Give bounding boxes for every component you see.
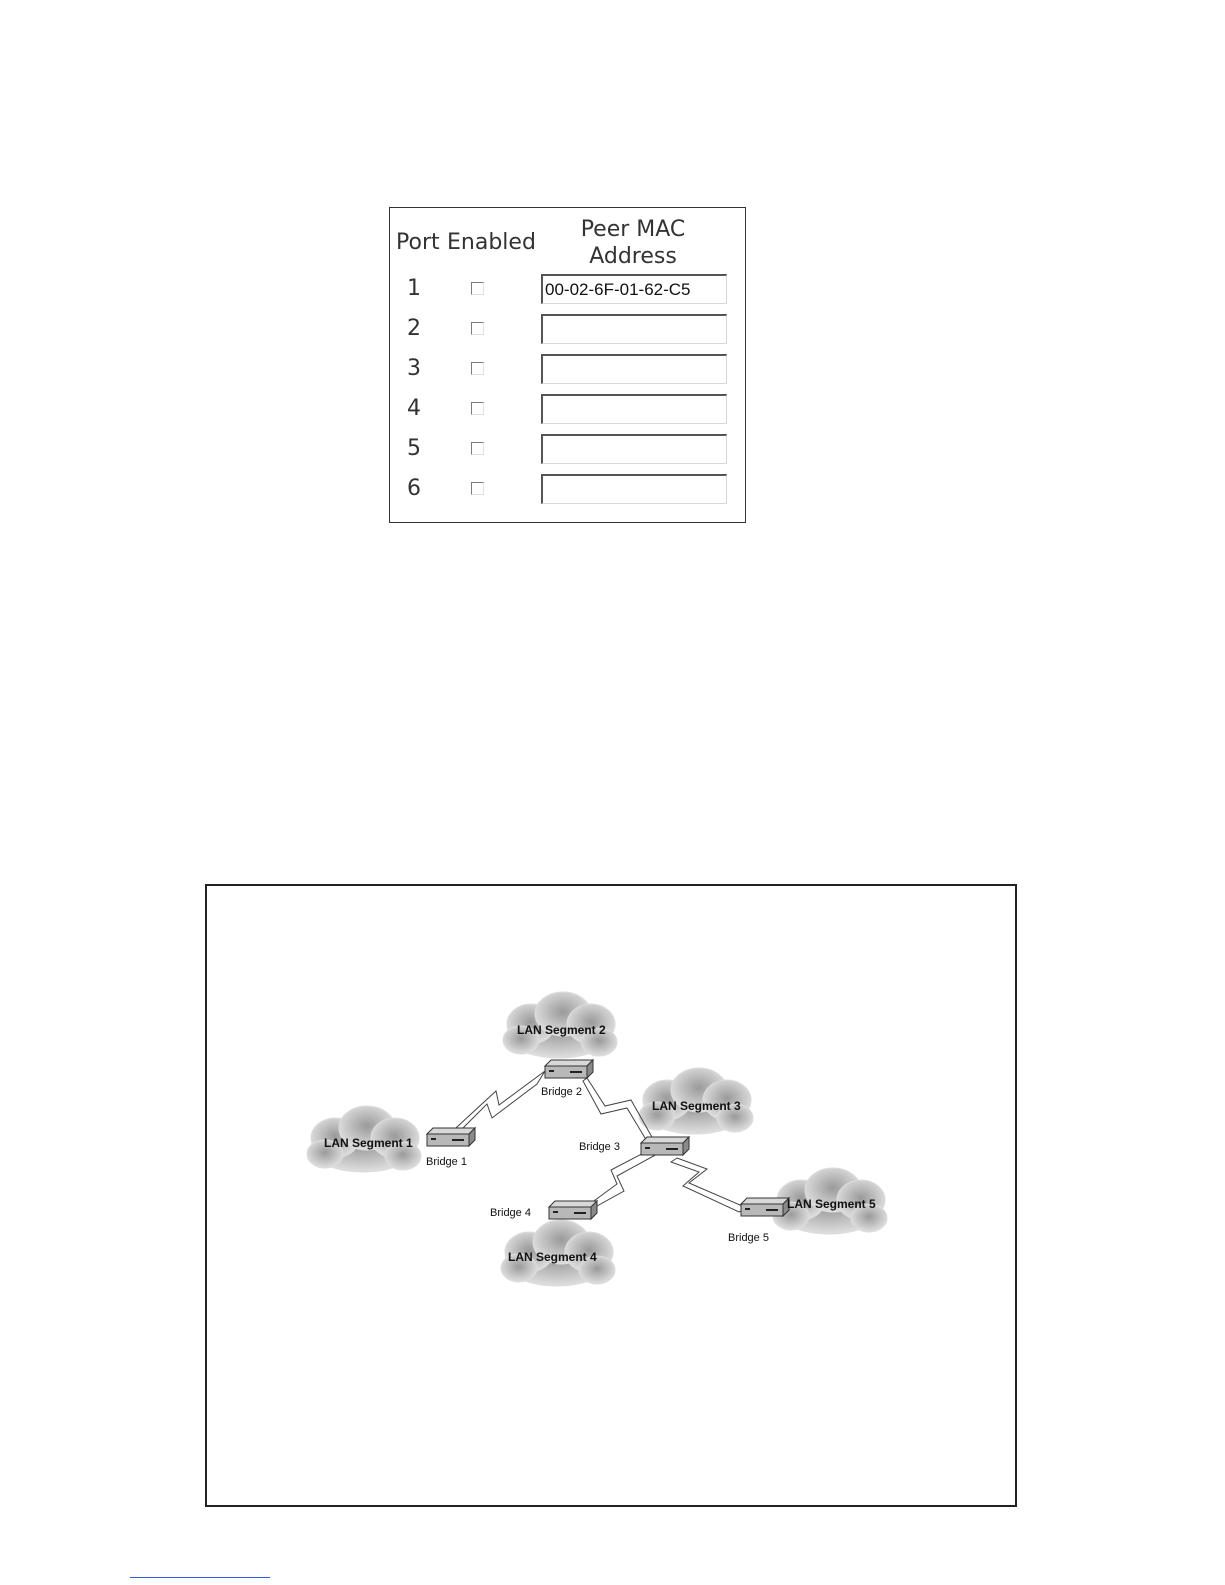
bridge-1-label: Bridge 1 bbox=[426, 1156, 467, 1168]
network-diagram bbox=[207, 886, 1015, 1505]
peer-mac-input[interactable] bbox=[541, 394, 727, 424]
peer-mac-input[interactable] bbox=[541, 274, 727, 304]
port-row bbox=[390, 314, 745, 346]
port-number: 5 bbox=[407, 436, 421, 461]
bridge-5-label: Bridge 5 bbox=[728, 1232, 769, 1244]
bridge-4-device bbox=[549, 1201, 597, 1219]
bridge-2-label: Bridge 2 bbox=[541, 1086, 582, 1098]
header-peer-mac bbox=[538, 216, 728, 270]
port-number: 6 bbox=[407, 476, 421, 501]
port-row bbox=[390, 434, 745, 466]
lan-segment-2-label: LAN Segment 2 bbox=[517, 1023, 606, 1037]
port-enabled-checkbox[interactable] bbox=[471, 482, 484, 495]
port-number: 4 bbox=[407, 396, 421, 421]
peer-mac-input[interactable] bbox=[541, 434, 727, 464]
bridge-3-label: Bridge 3 bbox=[579, 1141, 620, 1153]
lan-segment-5-label: LAN Segment 5 bbox=[787, 1197, 876, 1211]
port-row bbox=[390, 474, 745, 506]
lan-segment-4-label: LAN Segment 4 bbox=[508, 1250, 597, 1264]
port-row bbox=[390, 394, 745, 426]
port-enabled-checkbox[interactable] bbox=[471, 282, 484, 295]
port-row bbox=[390, 274, 745, 306]
header-peer-mac-line1: Peer MAC bbox=[580, 217, 686, 242]
header-peer-mac-line2: Address bbox=[589, 244, 677, 269]
wireless-link-3-5 bbox=[671, 1158, 747, 1212]
lan-segment-3-label: LAN Segment 3 bbox=[652, 1099, 741, 1113]
footer-rule bbox=[130, 1577, 270, 1578]
port-number: 2 bbox=[407, 316, 421, 341]
port-enabled-checkbox[interactable] bbox=[471, 362, 484, 375]
bridge-5-device bbox=[741, 1198, 789, 1216]
bridge-4-label: Bridge 4 bbox=[490, 1207, 531, 1219]
lan-segment-1-label: LAN Segment 1 bbox=[324, 1136, 413, 1150]
port-enabled-checkbox[interactable] bbox=[471, 402, 484, 415]
port-config-panel bbox=[389, 207, 746, 523]
bridge-2-device bbox=[545, 1060, 593, 1078]
peer-mac-input[interactable] bbox=[541, 354, 727, 384]
peer-mac-input[interactable] bbox=[541, 314, 727, 344]
port-number: 3 bbox=[407, 356, 421, 381]
bridge-3-device bbox=[641, 1137, 689, 1155]
port-enabled-checkbox[interactable] bbox=[471, 322, 484, 335]
header-enabled: Enabled bbox=[447, 230, 536, 255]
bridge-1-device bbox=[427, 1128, 475, 1146]
port-row bbox=[390, 354, 745, 386]
network-diagram-panel bbox=[205, 884, 1017, 1507]
header-port: Port bbox=[396, 230, 440, 255]
port-number: 1 bbox=[407, 276, 421, 301]
port-enabled-checkbox[interactable] bbox=[471, 442, 484, 455]
peer-mac-input[interactable] bbox=[541, 474, 727, 504]
